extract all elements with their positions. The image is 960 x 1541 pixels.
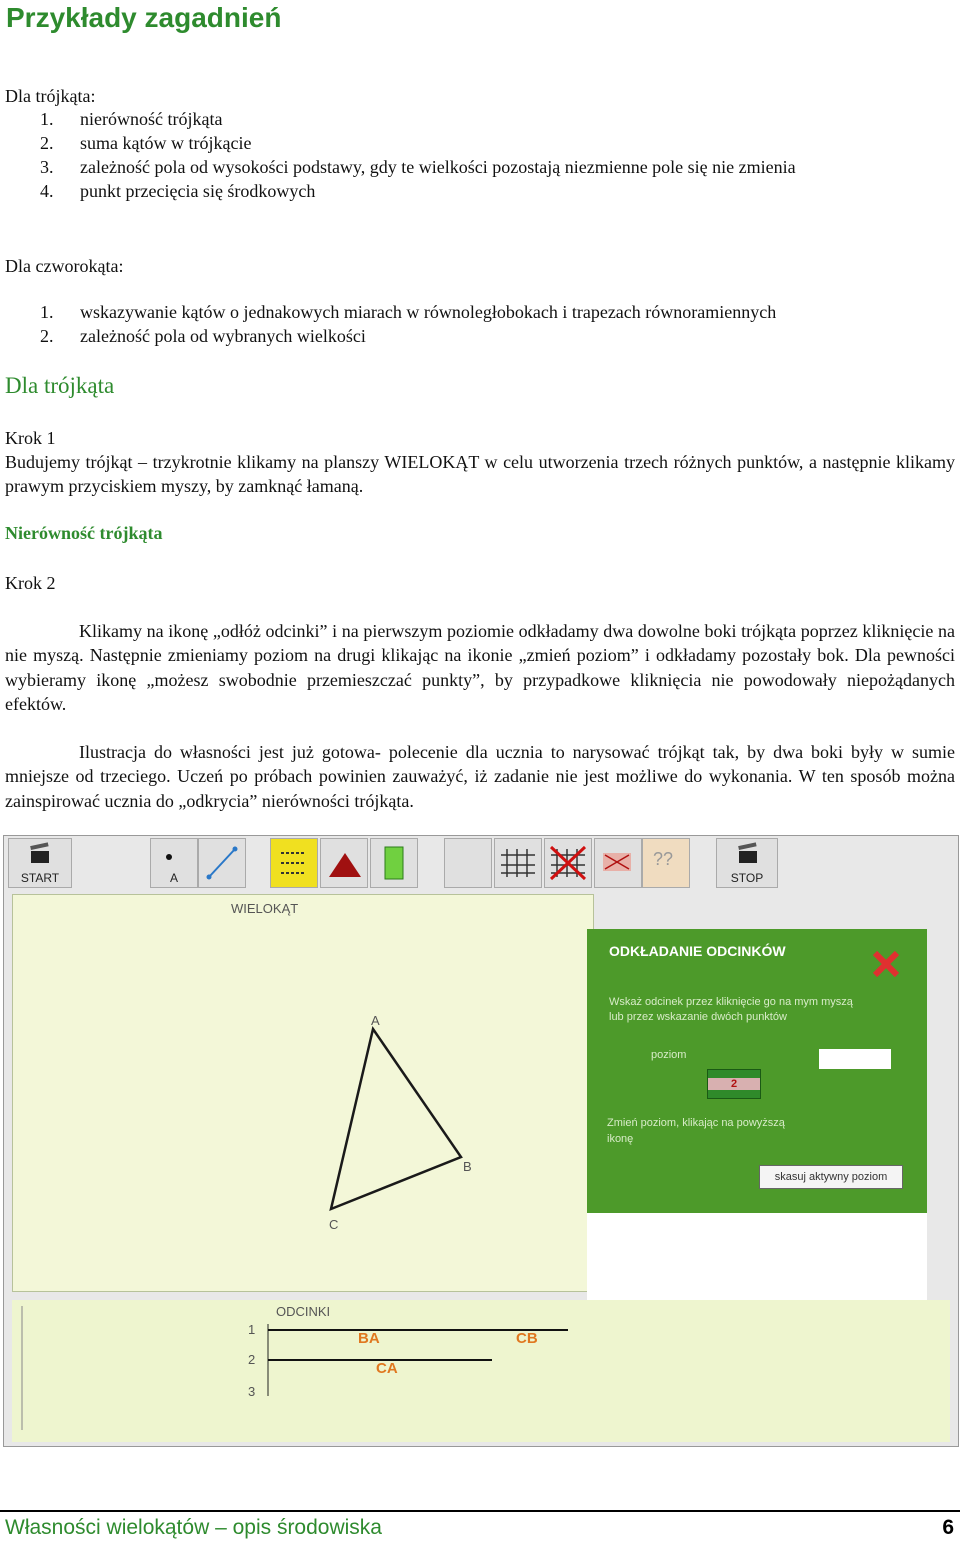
clapperboard-icon <box>717 841 777 871</box>
panel-instruction: Wskaż odcinek przez kliknięcie go na mym myszą lub przez wskazanie dwóch punktów <box>609 996 853 1023</box>
list-item <box>40 179 315 203</box>
level-3-label: 3 <box>248 1384 256 1399</box>
list-item-number: 3. <box>40 157 54 177</box>
step1-label: Krok 1 <box>5 428 56 448</box>
segments-area <box>12 1300 950 1442</box>
page-title: Przykłady zagadnień <box>6 2 282 33</box>
vertex-a-label: A <box>371 1013 380 1028</box>
grid-off-button[interactable] <box>544 838 592 888</box>
list-item <box>40 107 222 131</box>
segment-label-ca: CA <box>376 1360 398 1377</box>
move-points-icon <box>595 839 641 887</box>
segment-tool-button[interactable] <box>198 838 246 888</box>
illustration-text: Ilustracja do własności jest już gotowa- polecenie dla ucznia to narysować trójkąt tak, by dwa boki były w sumie mniejsze od trzeciego. Uczeń po próbach powinien zauważyć, iż zadanie nie jest możliwe do wykonania. W ten sposób można zainspirować ucznia do „odkrycia” nierówności trójkąta. <box>5 742 955 811</box>
triangle-intro: Dla trójkąta: <box>5 86 96 106</box>
list-item <box>40 324 366 348</box>
lay-segments-icon <box>271 839 317 887</box>
panel-change-text: Zmień poziom, klikając na powyższą ikonę <box>607 1117 785 1145</box>
page-number: 6 <box>942 1516 954 1539</box>
section-heading: Dla trójkąta <box>5 373 115 398</box>
step1-text: Budujemy trójkąt – trzykrotnie klikamy na planszy WIELOKĄT w celu utworzenia trzech różnych punktów, a następnie klikamy prawym przyciskiem myszy, by zamknąć łamaną. <box>5 452 955 497</box>
question-icon <box>643 839 689 887</box>
list-item-text: nierówność trójkąta <box>80 109 223 129</box>
level-input[interactable] <box>819 1049 891 1069</box>
level-2-label: 2 <box>248 1352 256 1367</box>
segment-label-cb: CB <box>516 1330 538 1347</box>
level-1-label: 1 <box>248 1322 256 1337</box>
stop-button[interactable]: STOP <box>716 838 778 888</box>
list-item-number: 1. <box>40 302 54 322</box>
list-item-text: zależność pola od wybranych wielkości <box>80 326 366 346</box>
step2-label: Krok 2 <box>5 573 56 593</box>
fill-tool-button[interactable] <box>370 838 418 888</box>
list-item-text: zależność pola od wysokości podstawy, gdy te wielkości pozostają niezmienne pole się nie zmienia <box>80 157 796 177</box>
list-item-number: 4. <box>40 181 54 201</box>
clear-level-button[interactable]: skasuj aktywny poziom <box>759 1165 903 1189</box>
list-item-number: 2. <box>40 326 54 346</box>
segment-icon <box>199 839 245 887</box>
panel-title: ODKŁADANIE ODCINKÓW <box>609 943 786 959</box>
list-item-number: 1. <box>40 109 54 129</box>
footer-divider <box>0 1510 960 1512</box>
step2-text: Klikamy na ikonę „odłóż odcinki” i na pierwszym poziomie odkładamy dwa dowolne boki trójkąta poprzez kliknięcie na nie myszą. Następnie zmieniamy poziom na drugi klikając na ikonie „zmień poziom” i odkładamy pozostały bok. Dla pewności wybieramy ikonę „możesz swobodnie przemieszczać punkty”, by przypadkowe kliknięcia nie powodowały niepożądanych efektów. <box>5 621 955 714</box>
subheading: Nierówność trójkąta <box>5 523 163 543</box>
quad-intro: Dla czworokąta: <box>5 256 124 276</box>
point-tool-button[interactable]: A <box>150 838 198 888</box>
segment-label-ba: BA <box>358 1330 380 1347</box>
list-item <box>40 300 776 324</box>
list-item-text: punkt przecięcia się środkowych <box>80 181 316 201</box>
green-rectangle-icon <box>371 839 417 887</box>
list-item <box>40 131 251 155</box>
clapperboard-icon <box>9 841 71 871</box>
vertex-c-label: C <box>329 1217 339 1232</box>
grid-button[interactable] <box>494 838 542 888</box>
triangle-icon <box>321 839 367 887</box>
list-item-text: suma kątów w trójkącie <box>80 133 252 153</box>
lay-segments-button[interactable] <box>270 838 318 888</box>
help-button[interactable] <box>642 838 690 888</box>
start-button[interactable]: START <box>8 838 72 888</box>
list-item <box>40 155 796 179</box>
empty-tool-button[interactable] <box>444 838 492 888</box>
polygon-canvas[interactable] <box>12 894 594 1292</box>
grid-off-icon <box>545 839 591 887</box>
canvas-title: WIELOKĄT <box>231 901 299 916</box>
lay-segments-panel <box>587 929 927 1213</box>
triangle-drawing <box>13 895 593 1291</box>
svg-text:??: ?? <box>653 849 674 869</box>
grid-icon <box>495 839 541 887</box>
panel-blank-area <box>587 1213 927 1303</box>
footer-text: Własności wielokątów – opis środowiska <box>5 1516 382 1539</box>
polygon-tool-button[interactable] <box>320 838 368 888</box>
list-item-number: 2. <box>40 133 54 153</box>
close-icon[interactable] <box>869 947 903 981</box>
app-screenshot <box>3 835 959 1447</box>
segments-title: ODCINKI <box>276 1304 331 1319</box>
panel-level-label: poziom <box>651 1049 687 1061</box>
change-level-button[interactable]: 2 <box>707 1069 761 1099</box>
segments-drawing <box>12 1300 612 1442</box>
move-points-button[interactable] <box>594 838 642 888</box>
point-icon <box>151 841 197 875</box>
list-item-text: wskazywanie kątów o jednakowych miarach w równoległobokach i trapezach równoramiennych <box>80 302 777 322</box>
vertex-b-label: B <box>463 1159 472 1174</box>
